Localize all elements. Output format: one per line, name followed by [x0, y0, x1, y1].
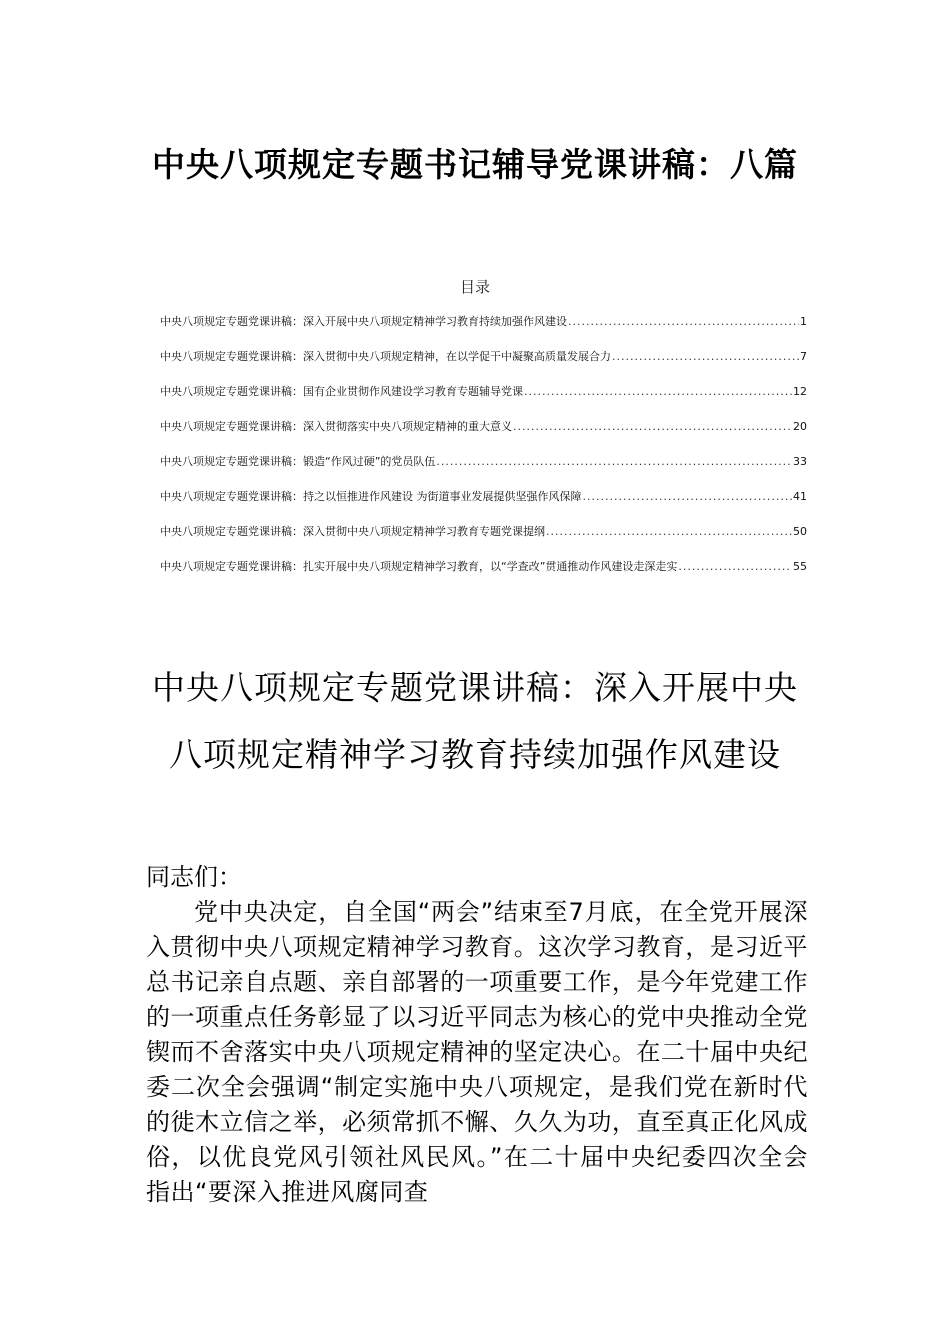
- toc-entry-text: 中央八项规定专题党课讲稿：深入开展中央八项规定精神学习教育持续加强作风建设: [160, 315, 567, 328]
- toc-leader-dots: [546, 522, 792, 542]
- salutation: 同志们：: [146, 863, 242, 891]
- toc-entry-page: 41: [793, 490, 807, 503]
- toc-entry-text: 中央八项规定专题党课讲稿：深入贯彻落实中央八项规定精神的重大意义: [160, 420, 512, 433]
- toc-leader-dots: [436, 452, 792, 472]
- toc-leader-dots: [568, 312, 799, 332]
- toc-leader-dots: [513, 417, 792, 437]
- toc-entry-text: 中央八项规定专题党课讲稿：国有企业贯彻作风建设学习教育专题辅导党课: [160, 385, 523, 398]
- toc-entry-text: 中央八项规定专题党课讲稿：深入贯彻中央八项规定精神，在以学促干中凝聚高质量发展合力: [160, 350, 611, 363]
- toc-entry-6[interactable]: [160, 487, 807, 522]
- toc-entry-page: 1: [800, 315, 807, 328]
- toc-entry-page: 7: [800, 350, 807, 363]
- toc-leader-dots: [524, 382, 792, 402]
- toc-entry-text: 中央八项规定专题党课讲稿：深入贯彻中央八项规定精神学习教育专题党课提纲: [160, 525, 545, 538]
- toc-entry-text: 中央八项规定专题党课讲稿：持之以恒推进作风建设 为街道事业发展提供坚强作风保障: [160, 490, 582, 503]
- toc-entry-page: 33: [793, 455, 807, 468]
- toc-entry-8[interactable]: [160, 557, 807, 592]
- toc-entry-page: 20: [793, 420, 807, 433]
- toc-entry-text: 中央八项规定专题党课讲稿：扎实开展中央八项规定精神学习教育，以“学查改”贯通推动作风建设走深走实: [160, 560, 678, 573]
- toc-heading: 目录: [459, 278, 490, 296]
- table-of-contents: [160, 312, 807, 592]
- section-title: 中央八项规定专题党课讲稿：深入开展中央八项规定精神学习教育持续加强作风建设: [152, 668, 798, 774]
- toc-leader-dots: [583, 487, 793, 507]
- toc-leader-dots: [612, 347, 799, 367]
- document-title: 中央八项规定专题书记辅导党课讲稿：八篇: [152, 145, 798, 184]
- toc-entry-3[interactable]: [160, 382, 807, 417]
- toc-entry-1[interactable]: [160, 312, 807, 347]
- toc-entry-7[interactable]: [160, 522, 807, 557]
- toc-entry-5[interactable]: [160, 452, 807, 487]
- toc-entry-page: 55: [793, 560, 807, 573]
- body-paragraph: 党中央决定，自全国“两会”结束至7月底，在全党开展深入贯彻中央八项规定精神学习教育。这次学习教育，是习近平总书记亲自点题、亲自部署的一项重要工作，是今年党建工作的一项重点任务彰显了以习近平同志为核心的党中央推动全党锲而不舍落实中央八项规定精神的坚定决心。在二十届中央纪委二次全会强调“制定实施中央八项规定，是我们党在新时代的徙木立信之举，必须常抓不懈、久久为功，直至真正化风成俗，以优良党风引领社风民风。”在二十届中央纪委四次全会指出“要深入推进风腐同查: [146, 898, 808, 1206]
- toc-entry-page: 50: [793, 525, 807, 538]
- toc-entry-4[interactable]: [160, 417, 807, 452]
- toc-leader-dots: [678, 557, 792, 577]
- toc-entry-page: 12: [793, 385, 807, 398]
- toc-entry-2[interactable]: [160, 347, 807, 382]
- toc-entry-text: 中央八项规定专题党课讲稿：锻造“作风过硬”的党员队伍: [160, 455, 436, 468]
